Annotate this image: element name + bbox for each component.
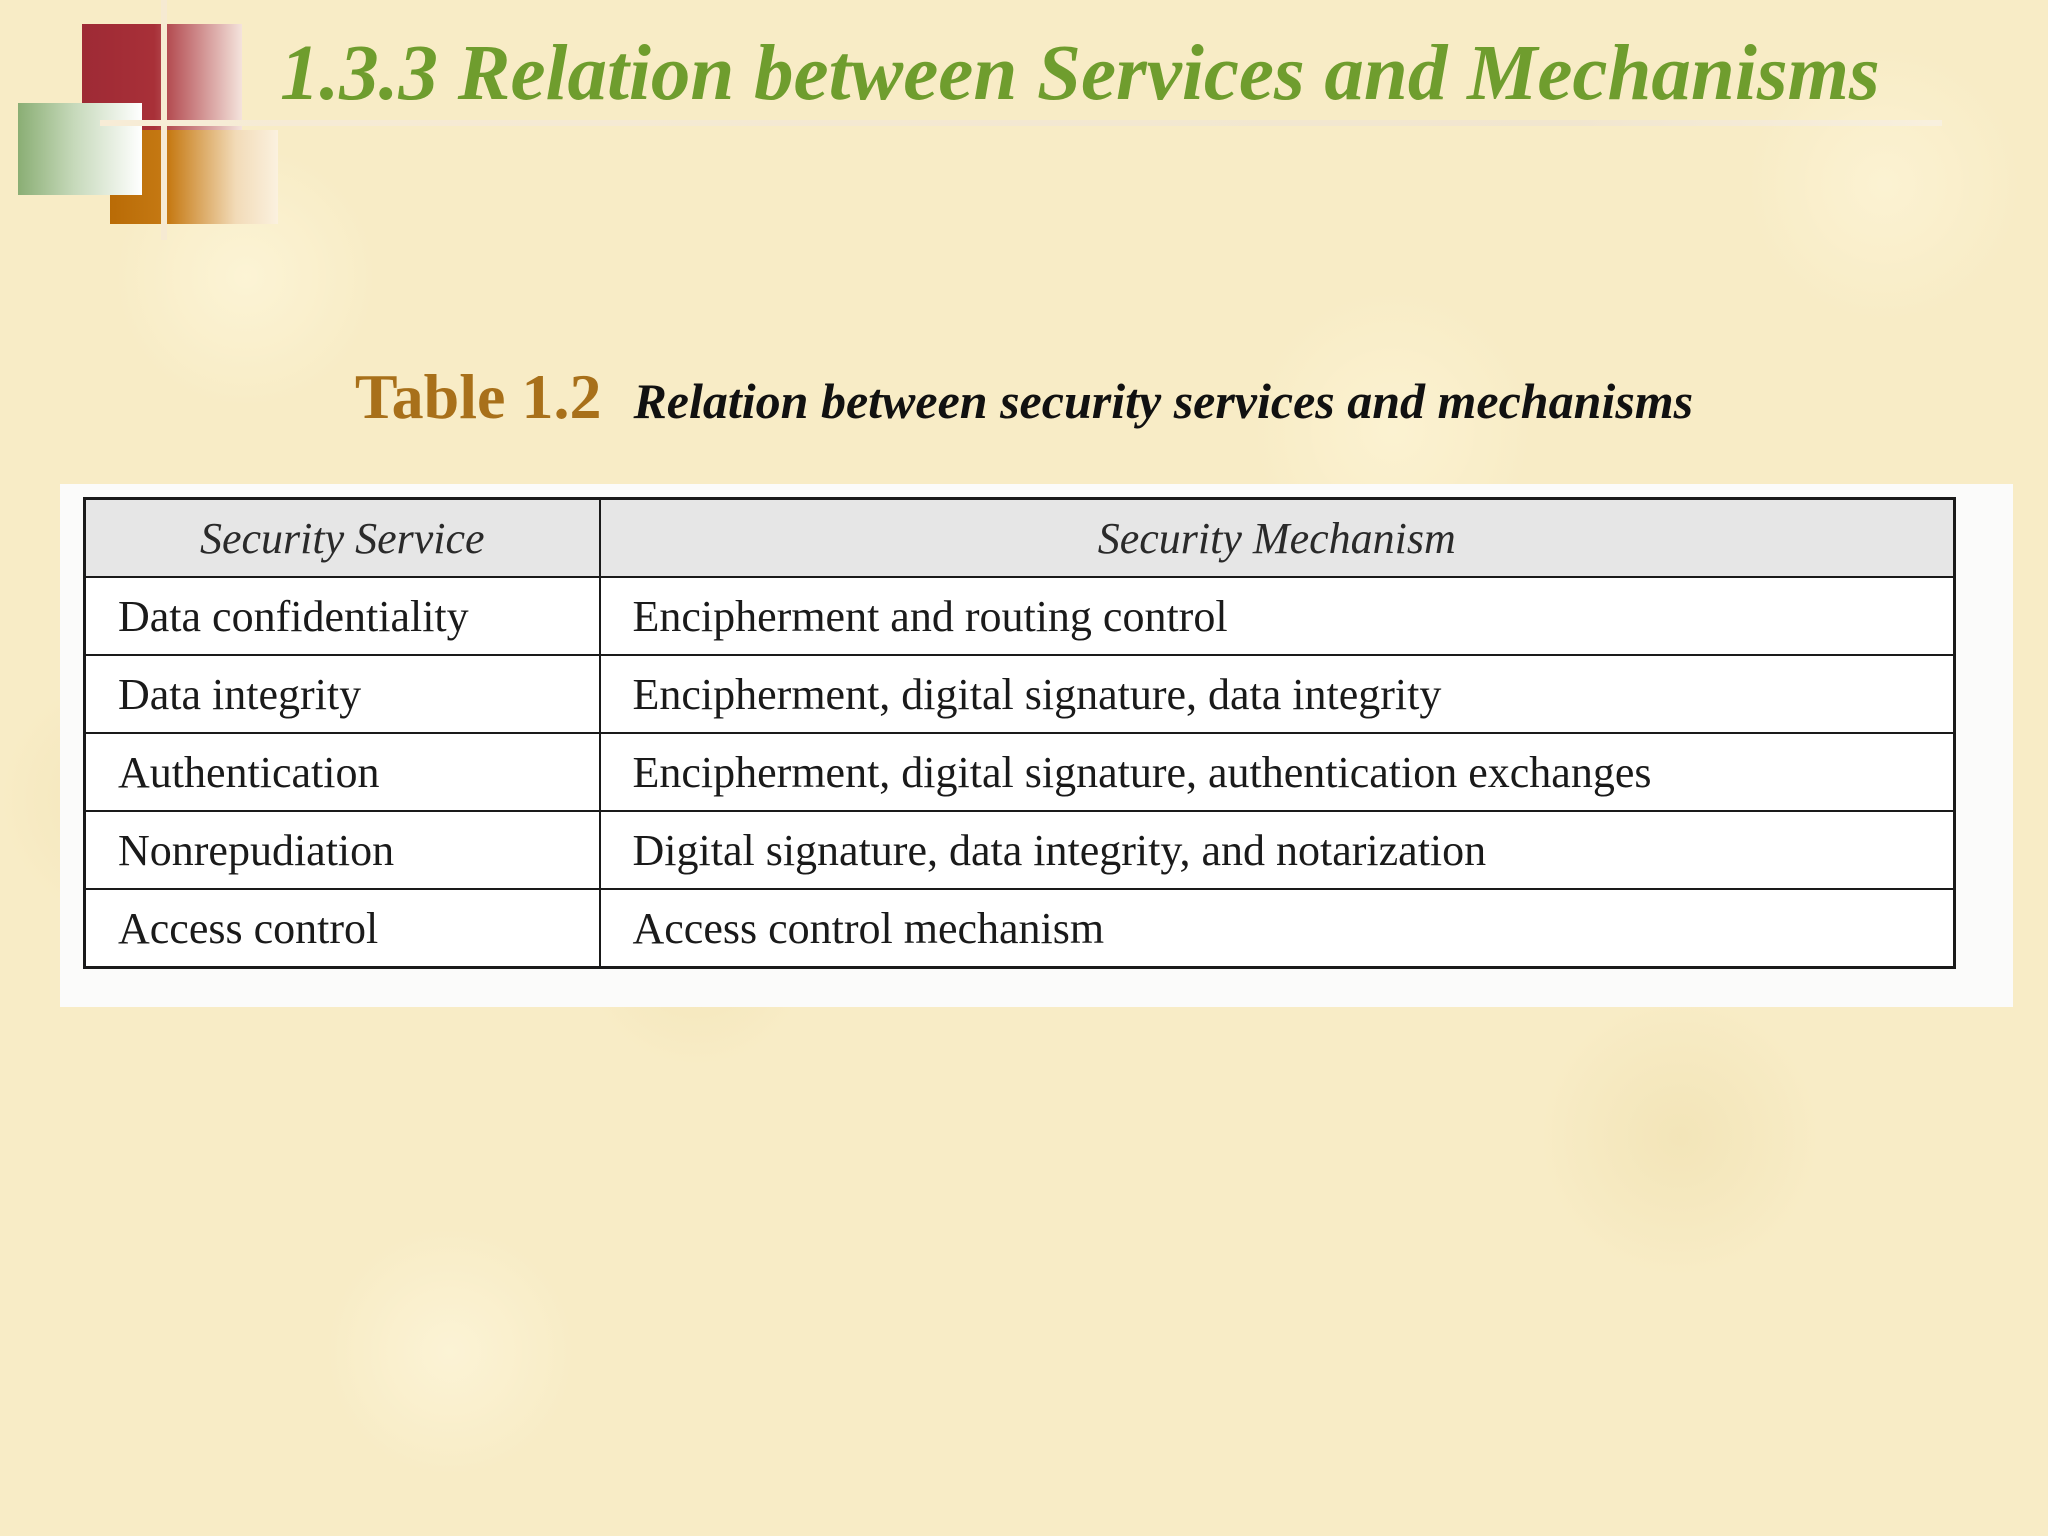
services-mechanisms-table (83, 497, 1956, 969)
service-cell: Data integrity (85, 655, 600, 733)
table-panel (60, 484, 2013, 1007)
mechanism-cell: Encipherment, digital signature, data integrity (600, 655, 1955, 733)
slide-title: 1.3.3 Relation between Services and Mechanisms (280, 30, 1880, 117)
table-caption-number: Table 1.2 (354, 361, 602, 432)
service-cell: Access control (85, 889, 600, 968)
service-cell: Authentication (85, 733, 600, 811)
service-cell: Nonrepudiation (85, 811, 600, 889)
mechanism-cell: Encipherment and routing control (600, 577, 1955, 655)
table-row (85, 811, 1955, 889)
table-header-row (85, 499, 1955, 578)
header-security-mechanism: Security Mechanism (600, 499, 1955, 578)
table-row (85, 655, 1955, 733)
service-cell: Data confidentiality (85, 577, 600, 655)
mechanism-cell: Access control mechanism (600, 889, 1955, 968)
mechanism-cell: Encipherment, digital signature, authentication exchanges (600, 733, 1955, 811)
table-row (85, 889, 1955, 968)
table-caption (0, 360, 2048, 434)
table-row (85, 577, 1955, 655)
table-row (85, 733, 1955, 811)
mechanism-cell: Digital signature, data integrity, and notarization (600, 811, 1955, 889)
header-security-service: Security Service (85, 499, 600, 578)
logo-green-square (18, 103, 142, 195)
table-caption-text: Relation between security services and mechanisms (633, 373, 1694, 429)
